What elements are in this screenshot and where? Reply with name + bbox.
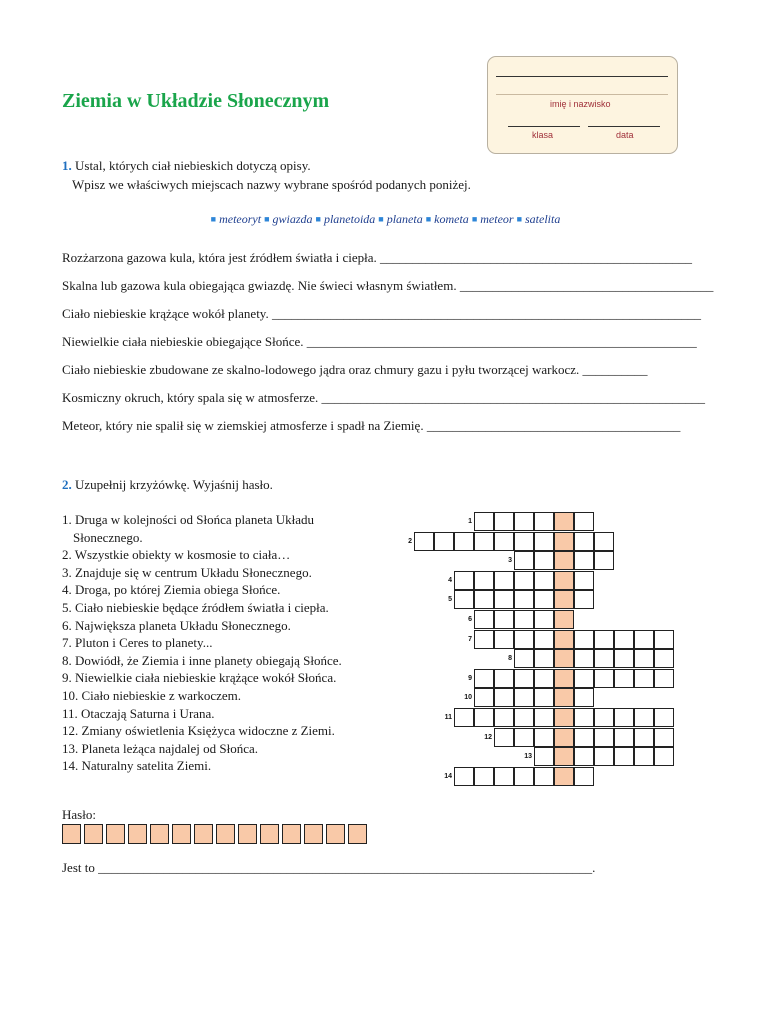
haslo-cell[interactable]: [106, 824, 125, 844]
crossword-key-cell[interactable]: [554, 532, 574, 551]
crossword-cell[interactable]: [614, 747, 634, 766]
crossword-row-number: 4: [448, 576, 452, 584]
description-line[interactable]: Kosmiczny okruch, który spala się w atmosferze. ___________________________________________________________: [62, 390, 706, 405]
crossword-cell[interactable]: [454, 532, 474, 551]
q1-number: 1.: [62, 158, 72, 173]
crossword-cell[interactable]: [634, 669, 654, 688]
haslo-cell[interactable]: [150, 824, 169, 844]
crossword-cell[interactable]: [494, 590, 514, 609]
crossword-cell[interactable]: [594, 649, 614, 668]
q2-heading: [62, 477, 273, 493]
crossword-cell[interactable]: [574, 590, 594, 609]
crossword-row-number: 3: [508, 557, 512, 565]
crossword-cell[interactable]: [634, 708, 654, 727]
crossword-cell[interactable]: [474, 630, 494, 649]
crossword-cell[interactable]: [594, 551, 614, 570]
clue-item: 2. Wszystkie obiekty w kosmosie to ciała…: [62, 547, 291, 563]
crossword-cell[interactable]: [594, 532, 614, 551]
crossword-cell[interactable]: [574, 649, 594, 668]
crossword-cell[interactable]: [474, 767, 494, 786]
crossword-row-number: 9: [468, 674, 472, 682]
crossword-cell[interactable]: [534, 747, 554, 766]
clue-item: 12. Zmiany oświetlenia Księżyca widoczne z Ziemi.: [62, 723, 335, 739]
crossword-cell[interactable]: [494, 532, 514, 551]
crossword-cell[interactable]: [594, 708, 614, 727]
crossword-cell[interactable]: [474, 610, 494, 629]
word-bank-item: satelita: [525, 212, 561, 226]
clue-item: 10. Ciało niebieskie z warkoczem.: [62, 688, 242, 703]
q1-line2: Wpisz we właściwych miejscach nazwy wybrane spośród podanych poniżej.: [72, 177, 471, 192]
crossword-cell[interactable]: [514, 669, 534, 688]
crossword-cell[interactable]: [614, 630, 634, 649]
crossword-key-cell[interactable]: [554, 630, 574, 649]
description-line[interactable]: Skalna lub gazowa kula obiegająca gwiazdę. Nie świeci własnym światłem. _______________________________________: [62, 278, 714, 293]
crossword-row-number: 1: [468, 518, 472, 525]
crossword-key-cell[interactable]: [554, 610, 574, 629]
crossword-cell[interactable]: [574, 669, 594, 688]
crossword-cell[interactable]: [514, 512, 534, 531]
word-bank-item: planetoida: [323, 212, 376, 226]
crossword-cell[interactable]: [534, 512, 554, 531]
description-line[interactable]: Meteor, który nie spalił się w ziemskiej atmosferze i spadł na Ziemię. _______________________________________: [62, 418, 681, 433]
crossword-row-number: 6: [468, 616, 472, 623]
word-bank: [0, 212, 768, 227]
clue-item: 4. Droga, po której Ziemia obiega Słońce.: [62, 582, 281, 598]
crossword-cell[interactable]: [534, 610, 554, 629]
crossword-row-number: 7: [468, 635, 472, 643]
crossword-cell[interactable]: [534, 767, 554, 786]
crossword-cell[interactable]: [514, 610, 534, 629]
description-line[interactable]: Ciało niebieskie zbudowane ze skalno-lodowego jądra oraz chmury gazu i pyłu tworzącej warkocz. __________: [62, 362, 648, 377]
crossword-row-number: 10: [464, 694, 472, 702]
crossword-cell[interactable]: [574, 688, 594, 707]
word-bank-item: gwiazda: [272, 212, 313, 226]
crossword-row-number: 13: [524, 753, 532, 761]
haslo-cell[interactable]: [282, 824, 301, 844]
clue-item: 13. Planeta leżąca najdalej od Słońca.: [62, 740, 259, 756]
q2-instruction: Uzupełnij krzyżówkę. Wyjaśnij hasło.: [75, 477, 273, 492]
crossword-row-number: 12: [484, 733, 492, 741]
crossword-cell[interactable]: [494, 610, 514, 629]
crossword-cell[interactable]: [634, 649, 654, 668]
clue-item: 8. Dowiódł, że Ziemia i inne planety obiegają Słońce.: [62, 652, 342, 668]
crossword-cell[interactable]: [654, 669, 674, 688]
description-line[interactable]: Ciało niebieskie krążące wokół planety. __________________________________________________________________: [62, 306, 701, 321]
haslo-cell[interactable]: [326, 824, 345, 844]
crossword-cell[interactable]: [614, 728, 634, 747]
crossword-cell[interactable]: [474, 532, 494, 551]
haslo-cell[interactable]: [172, 824, 191, 844]
crossword-cell[interactable]: [474, 571, 494, 590]
haslo-cell[interactable]: [304, 824, 323, 844]
crossword-key-cell[interactable]: [554, 747, 574, 766]
crossword-key-cell[interactable]: [554, 688, 574, 707]
crossword-cell[interactable]: [514, 649, 534, 668]
crossword-cell[interactable]: [414, 532, 434, 551]
haslo-cell[interactable]: [216, 824, 235, 844]
crossword-cell[interactable]: [514, 532, 534, 551]
clue-item: 11. Otaczają Saturna i Urana.: [62, 705, 215, 721]
crossword-cell[interactable]: [494, 688, 514, 707]
description-line[interactable]: Rozżarzona gazowa kula, która jest źródłem światła i ciepła. ________________________________________________: [62, 250, 693, 265]
crossword-cell[interactable]: [574, 728, 594, 747]
crossword-cell[interactable]: [494, 630, 514, 649]
crossword-row-number: 2: [408, 537, 412, 545]
name-label: imię i nazwisko: [550, 99, 611, 109]
crossword-cell[interactable]: [474, 708, 494, 727]
crossword-cell[interactable]: [454, 571, 474, 590]
crossword-row-number: 8: [508, 655, 512, 663]
crossword-cell[interactable]: [494, 571, 514, 590]
word-bank-item: meteoryt: [219, 212, 262, 226]
q1-instruction: Ustal, których ciał niebieskich dotyczą opisy.: [75, 158, 311, 173]
crossword-row-number: 11: [444, 714, 452, 721]
crossword-cell[interactable]: [574, 551, 594, 570]
crossword-cell[interactable]: [494, 728, 514, 747]
crossword-cell[interactable]: [534, 708, 554, 727]
crossword-cell[interactable]: [534, 728, 554, 747]
haslo-cell[interactable]: [84, 824, 103, 844]
q2-number: 2.: [62, 477, 72, 492]
crossword-cell[interactable]: [474, 512, 494, 531]
date-label: data: [616, 130, 634, 140]
date-line[interactable]: [588, 126, 660, 127]
crossword-cell[interactable]: [654, 747, 674, 766]
crossword-cell[interactable]: [514, 708, 534, 727]
crossword-cell[interactable]: [574, 532, 594, 551]
page-title: Ziemia w Układzie Słonecznym: [62, 90, 330, 112]
bullet-square-icon: ■: [210, 214, 217, 224]
crossword-cell[interactable]: [534, 551, 554, 570]
clue-item: 6. Największa planeta Układu Słonecznego.: [62, 617, 291, 633]
haslo-cell[interactable]: [238, 824, 257, 844]
clue-item: 7. Pluton i Ceres to planety...: [62, 635, 213, 651]
crossword-cell[interactable]: [574, 747, 594, 766]
crossword-cell[interactable]: [474, 688, 494, 707]
crossword-key-cell[interactable]: [554, 728, 574, 747]
word-bank-item: meteor: [480, 212, 514, 226]
bullet-square-icon: ■: [315, 214, 321, 224]
crossword-key-cell[interactable]: [554, 708, 574, 727]
crossword-cell[interactable]: [494, 512, 514, 531]
crossword-cell[interactable]: [654, 728, 674, 747]
crossword-cell[interactable]: [514, 728, 534, 747]
crossword-cell[interactable]: [574, 767, 594, 786]
bullet-square-icon: ■: [264, 214, 270, 224]
crossword-cell[interactable]: [534, 532, 554, 551]
crossword-cell[interactable]: [514, 571, 534, 590]
crossword-key-cell[interactable]: [554, 571, 574, 590]
haslo-cell[interactable]: [128, 824, 147, 844]
crossword-cell[interactable]: [574, 708, 594, 727]
crossword-cell[interactable]: [654, 708, 674, 727]
clue-item: 3. Znajduje się w centrum Układu Słonecznego.: [62, 564, 312, 580]
crossword-cell[interactable]: [634, 728, 654, 747]
crossword-cell[interactable]: [654, 630, 674, 649]
description-line[interactable]: Niewielkie ciała niebieskie obiegające Słońce. ____________________________________________________________: [62, 334, 697, 349]
crossword-cell[interactable]: [614, 649, 634, 668]
bullet-square-icon: ■: [425, 214, 432, 224]
crossword-cell[interactable]: [474, 669, 494, 688]
crossword-cell[interactable]: [454, 590, 474, 609]
haslo-cell[interactable]: [62, 824, 81, 844]
crossword-cell[interactable]: [594, 747, 614, 766]
crossword-cell[interactable]: [514, 767, 534, 786]
crossword-cell[interactable]: [614, 669, 634, 688]
crossword-cell[interactable]: [534, 590, 554, 609]
crossword-cell[interactable]: [574, 630, 594, 649]
crossword-cell[interactable]: [474, 590, 494, 609]
crossword-cell[interactable]: [574, 571, 594, 590]
crossword-cell[interactable]: [594, 728, 614, 747]
clue-item: 9. Niewielkie ciała niebieskie krążące wokół Słońca.: [62, 670, 337, 686]
haslo-cell[interactable]: [260, 824, 279, 844]
crossword-cell[interactable]: [654, 649, 674, 668]
name-line[interactable]: [496, 76, 668, 77]
crossword-cell[interactable]: [454, 767, 474, 786]
clue-item: 14. Naturalny satelita Ziemi.: [62, 758, 212, 774]
crossword-cell[interactable]: [594, 669, 614, 688]
q1-line1: [62, 158, 311, 174]
crossword-cell[interactable]: [634, 747, 654, 766]
crossword-cell[interactable]: [534, 571, 554, 590]
crossword-cell[interactable]: [614, 708, 634, 727]
crossword-key-cell[interactable]: [554, 590, 574, 609]
bullet-square-icon: ■: [471, 214, 478, 224]
crossword-cell[interactable]: [514, 551, 534, 570]
crossword-key-cell[interactable]: [554, 767, 574, 786]
crossword-cell[interactable]: [494, 708, 514, 727]
word-bank-item: planeta: [386, 212, 423, 226]
crossword-cell[interactable]: [514, 688, 534, 707]
haslo-label: Hasło:: [62, 807, 96, 822]
crossword-key-cell[interactable]: [554, 649, 574, 668]
crossword-cell[interactable]: [534, 630, 554, 649]
name-box: [487, 56, 678, 154]
bullet-square-icon: ■: [378, 214, 384, 224]
crossword-row-number: 5: [448, 596, 452, 604]
class-label: klasa: [532, 130, 554, 140]
jest-to-line[interactable]: Jest to ____________________________________________________________________________.: [62, 860, 596, 875]
crossword-cell[interactable]: [514, 590, 534, 609]
haslo-cell[interactable]: [194, 824, 213, 844]
crossword-cell[interactable]: [534, 688, 554, 707]
crossword-key-cell[interactable]: [554, 551, 574, 570]
clue-item: 5. Ciało niebieskie będące źródłem światła i ciepła.: [62, 600, 329, 615]
crossword-cell[interactable]: [594, 630, 614, 649]
crossword-cell[interactable]: [454, 708, 474, 727]
crossword-key-cell[interactable]: [554, 512, 574, 531]
crossword-cell[interactable]: [434, 532, 454, 551]
clue-item: Słonecznego.: [73, 529, 143, 545]
clue-item: 1. Druga w kolejności od Słońca planeta Układu: [62, 512, 314, 527]
crossword-cell[interactable]: [634, 630, 654, 649]
crossword-cell[interactable]: [574, 512, 594, 531]
crossword-cell[interactable]: [514, 630, 534, 649]
haslo-cell[interactable]: [348, 824, 367, 844]
class-line[interactable]: [508, 126, 580, 127]
crossword-cell[interactable]: [534, 669, 554, 688]
crossword-cell[interactable]: [494, 669, 514, 688]
name-line-secondary[interactable]: [496, 94, 668, 95]
word-bank-item: kometa: [434, 212, 469, 226]
bullet-square-icon: ■: [516, 214, 523, 224]
crossword-cell[interactable]: [534, 649, 554, 668]
crossword-key-cell[interactable]: [554, 669, 574, 688]
crossword-row-number: 14: [444, 772, 452, 780]
crossword-cell[interactable]: [494, 767, 514, 786]
